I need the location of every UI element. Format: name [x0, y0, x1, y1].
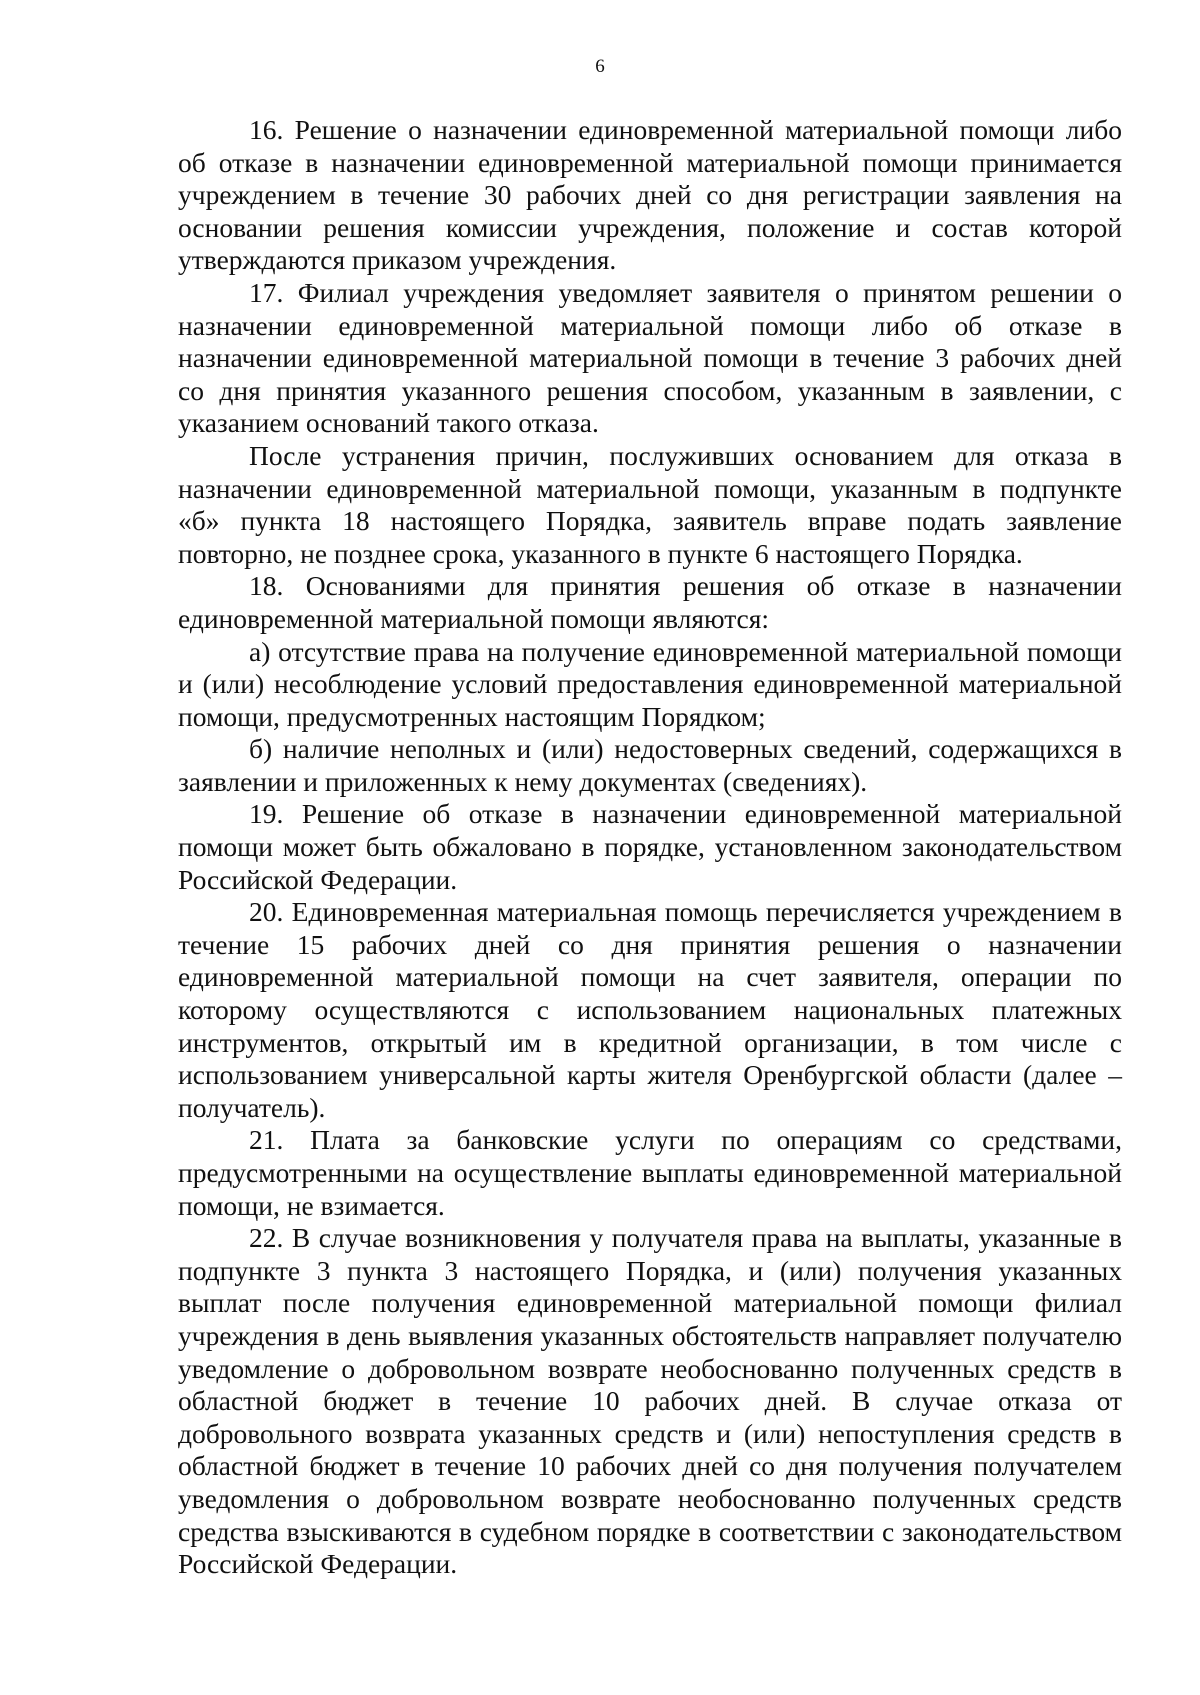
- paragraph-19: 19. Решение об отказе в назначении единовременной материальной помощи может быть обжаловано в порядке, установленном законодательством Российской Федерации.: [178, 798, 1122, 895]
- paragraph-17: 17. Филиал учреждения уведомляет заявителя о принятом решении о назначении единовременной материальной помощи либо об отказе в назначении единовременной материальной помощи в течение 3 рабочих дней со дня принятия указанного решения способом, указанным в заявлении, с указанием оснований такого отказа.: [178, 276, 1122, 439]
- page-number: 6: [595, 56, 605, 77]
- paragraph-18-item-b: б) наличие неполных и (или) недостоверных сведений, содержащихся в заявлении и приложенных к нему документах (сведениях).: [178, 733, 1122, 797]
- paragraph-18-item-a: а) отсутствие права на получение единовременной материальной помощи и (или) несоблюдение условий предоставления единовременной материальной помощи, предусмотренных настоящим Порядком;: [178, 635, 1122, 732]
- document-body: [178, 114, 1122, 1581]
- paragraph-20: 20. Единовременная материальная помощь перечисляется учреждением в течение 15 рабочих дней со дня принятия решения о назначении единовременной материальной помощи на счет заявителя, операции по которому осуществляются с использованием национальных платежных инструментов, открытый им в кредитной организации, в том числе с использованием универсальной карты жителя Оренбургской области (далее – получатель).: [178, 896, 1122, 1123]
- paragraph-17-continuation: После устранения причин, послуживших основанием для отказа в назначении единовременной материальной помощи, указанным в подпункте «б» пункта 18 настоящего Порядка, заявитель вправе подать заявление повторно, не позднее срока, указанного в пункте 6 настоящего Порядка.: [178, 439, 1122, 569]
- paragraph-16: 16. Решение о назначении единовременной материальной помощи либо об отказе в назначении единовременной материальной помощи принимается учреждением в течение 30 рабочих дней со дня регистрации заявления на основании решения комиссии учреждения, положение и состав которой утверждаются приказом учреждения.: [178, 114, 1122, 276]
- paragraph-21: 21. Плата за банковские услуги по операциям со средствами, предусмотренными на осуществление выплаты единовременной материальной помощи, не взимается.: [178, 1124, 1122, 1221]
- paragraph-18: 18. Основаниями для принятия решения об отказе в назначении единовременной материальной помощи являются:: [178, 570, 1122, 634]
- paragraph-22: 22. В случае возникновения у получателя права на выплаты, указанные в подпункте 3 пункта 3 настоящего Порядка, и (или) получения указанных выплат после получения единовременной материальной помощи филиал учреждения в день выявления указанных обстоятельств направляет получателю уведомление о добровольном возврате необоснованно полученных средств в областной бюджет в течение 10 рабочих дней. В случае отказа от добровольного возврата указанных средств и (или) непоступления средств в областной бюджет в течение 10 рабочих дней со дня получения получателем уведомления о добровольном возврате необоснованно полученных средств средства взыскиваются в судебном порядке в соответствии с законодательством Российской Федерации.: [178, 1222, 1122, 1580]
